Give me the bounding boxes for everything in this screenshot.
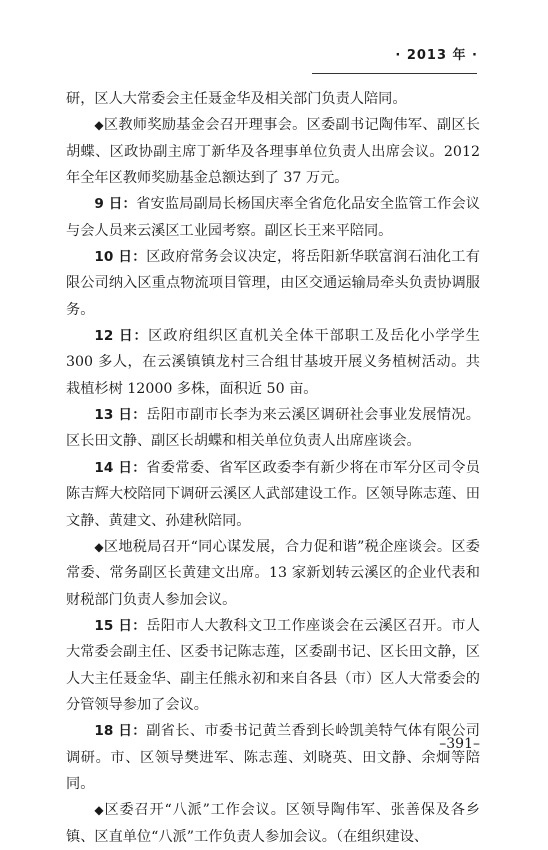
diamond-bullet-icon: ◆ <box>94 118 104 133</box>
paragraph-text: 区政府常务会议决定，将岳阳新华联富润石油化工有限公司纳入区重点物流项目管理，由区交通运输局牵头负责协调服务。 <box>66 249 480 318</box>
paragraph-text: 岳阳市人大教科文卫工作座谈会在云溪区召开。市人大常委会副主任、区委书记陈志莲，区委副书记、区长田文静，区人大主任聂金华、副主任熊永初和来自各县（市）区人大常委会的分管领导参加了会议。 <box>66 617 480 713</box>
paragraph-text: 区地税局召开“同心谋发展，合力促和谐”税企座谈会。区委常委、常务副区长黄建文出席。13 家新划转云溪区的企业代表和财税部门负责人参加会议。 <box>66 538 480 608</box>
paragraph <box>66 191 480 244</box>
paragraph <box>66 244 480 323</box>
paragraph <box>66 402 480 455</box>
paragraph-text: 省安监局副局长杨国庆率全省危化品安全监管工作会议与会人员来云溪区工业园考察。副区长王来平陪同。 <box>66 196 480 239</box>
paragraph-text: 区政府组织区直机关全体干部职工及岳化小学学生 300 多人，在云溪镇镇龙村三合组甘基坡开展义务植树活动。共栽植杉树 12000 多株，面积近 50 亩。 <box>66 328 480 397</box>
paragraph <box>66 797 480 850</box>
page-number: –391– <box>439 736 480 752</box>
date-marker: 14 日： <box>94 459 147 476</box>
diamond-bullet-icon: ◆ <box>94 803 105 818</box>
paragraph-text: 岳阳市副市长李为来云溪区调研社会事业发展情况。区长田文静、副区长胡蝶和相关单位负责人出席座谈会。 <box>66 407 480 450</box>
paragraph <box>66 613 480 718</box>
paragraph-text: 区教师奖励基金会召开理事会。区委副书记陶伟军、副区长胡蝶、区政协副主席丁新华及各理事单位负责人出席会议。2012 年全年区教师奖励基金总额达到了 37 万元。 <box>66 117 480 187</box>
paragraph <box>66 455 480 534</box>
paragraph-text: 区委召开“八派”工作会议。区领导陶伟军、张善保及各乡镇、区直单位“八派”工作负责人参加会议。（在组织建设、 <box>66 802 480 845</box>
date-marker: 12 日： <box>94 328 149 345</box>
date-marker: 9 日： <box>94 196 137 213</box>
paragraph-text: 研，区人大常委会主任聂金华及相关部门负责人陪同。 <box>66 91 407 107</box>
page-body <box>66 86 480 850</box>
paragraph-text: 省委常委、省军区政委李有新少将在市军分区司令员陈吉辉大校陪同下调研云溪区人武部建设工作。区领导陈志莲、田文静、黄建文、孙建秋陪同。 <box>66 459 480 529</box>
paragraph <box>66 86 480 112</box>
date-marker: 18 日： <box>94 723 147 740</box>
date-marker: 13 日： <box>94 407 147 424</box>
paragraph <box>66 534 480 613</box>
paragraph <box>66 323 480 402</box>
paragraph-text: 副省长、市委书记黄兰香到长岭凯美特气体有限公司调研。市、区领导樊进军、陈志莲、刘晓英、田文静、余炯等陪同。 <box>66 723 480 792</box>
paragraph <box>66 112 480 191</box>
paragraph <box>66 718 480 797</box>
header-rule <box>312 73 477 74</box>
diamond-bullet-icon: ◆ <box>94 539 104 554</box>
date-marker: 15 日： <box>94 617 147 634</box>
running-header-year: · 2013 年 · <box>395 48 478 63</box>
date-marker: 10 日： <box>94 249 147 266</box>
